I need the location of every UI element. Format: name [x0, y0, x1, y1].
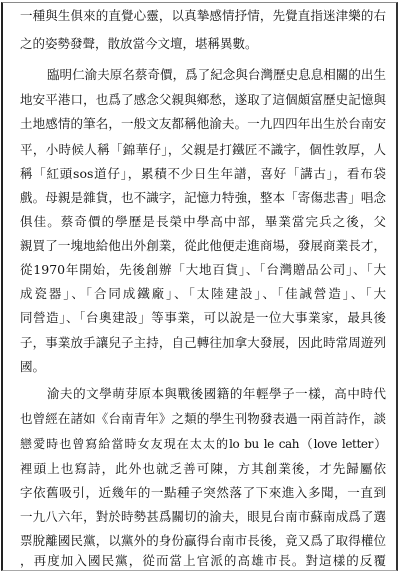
text-line: 戀愛時也曾寫給當時女友現在太太的lo bu le cah（love letter） [20, 437, 386, 451]
text-line: ，再度加入國民黨，從而當上官派的高雄市長。對這樣的反覆 [20, 553, 386, 568]
text-line: 地安平港口，也爲了感念父親與鄉愁，遂取了這個頗富歷史記憶與 [20, 92, 386, 107]
text-line: 字依舊吸引，近幾年的一點種子突然落了下來進入多聞，一直到 [20, 485, 386, 500]
text-line: 裡頭上也寫詩，此外也就乏善可陳，方其創業後，才先歸屬依 [20, 461, 386, 476]
text-line: 之的姿勢發聲，散放當今文壇，堪稱異數。 [20, 36, 258, 51]
text-line: 從1970年開始，先後創辦「大地百貨」、「台灣贈品公司」、「大 [20, 262, 386, 277]
text-line: 稱「紅頭sos道仔」，累積不少日生年譜，喜好「講古」，看布袋 [20, 166, 386, 181]
text-line: 子，事業放手讓兒子主持，自己轉往加拿大發展，因此時常周遊列 [20, 335, 386, 350]
text-line: 土地感情的筆名，一般文友都稱他渝夫。一九四四年出生於台南安 [20, 116, 386, 131]
text-line: 國。 [20, 359, 46, 374]
text-line: 戲。母親是雜貨，也不識字，記憶力特強，整本「寄傷悲書」唱念 [20, 190, 386, 205]
text-line: 俱佳。蔡奇價的學歷是長榮中學高中部，畢業當完兵之後，父 [20, 214, 386, 229]
text-line: 親買了一塊地給他出外創業，從此他便走進商場，發展商業長才， [20, 238, 386, 253]
text-line: 平，小時候人稱「錦華仔」，父親是打鐵匠不識字，個性敦厚，人 [20, 142, 386, 157]
text-line: 也曾經在諸如《台南青年》之類的學生刊物發表過一兩首詩作，談 [20, 411, 386, 426]
text-line: 票脫離國民黨，以黨外的身份贏得台南市長後，竟又爲了取得權位 [20, 533, 386, 548]
text-line: 渝夫的文學萌芽原本與戰後國籍的年輕學子一樣，高中時代 [47, 386, 386, 401]
text-line: 成瓷器」、「合同成鐵廠」、「太陸建設」、「佳誠營造」、「大 [20, 286, 386, 301]
text-line: 臨明仁渝夫原名蔡奇價，爲了紀念與台灣歷史息息相關的出生 [47, 67, 386, 82]
text-line: 同營造」、「台奧建設」等事業，可以說是一位大事業家，最具後 [20, 310, 386, 325]
text-line: 一九八六年，對於時勢甚爲關切的渝夫，眼見台南市蘇南成爲了選 [20, 509, 386, 524]
text-line: 一種與生俱來的直覺心靈，以真摯感情抒情，先覺直指迷津樂的右 [20, 8, 386, 23]
